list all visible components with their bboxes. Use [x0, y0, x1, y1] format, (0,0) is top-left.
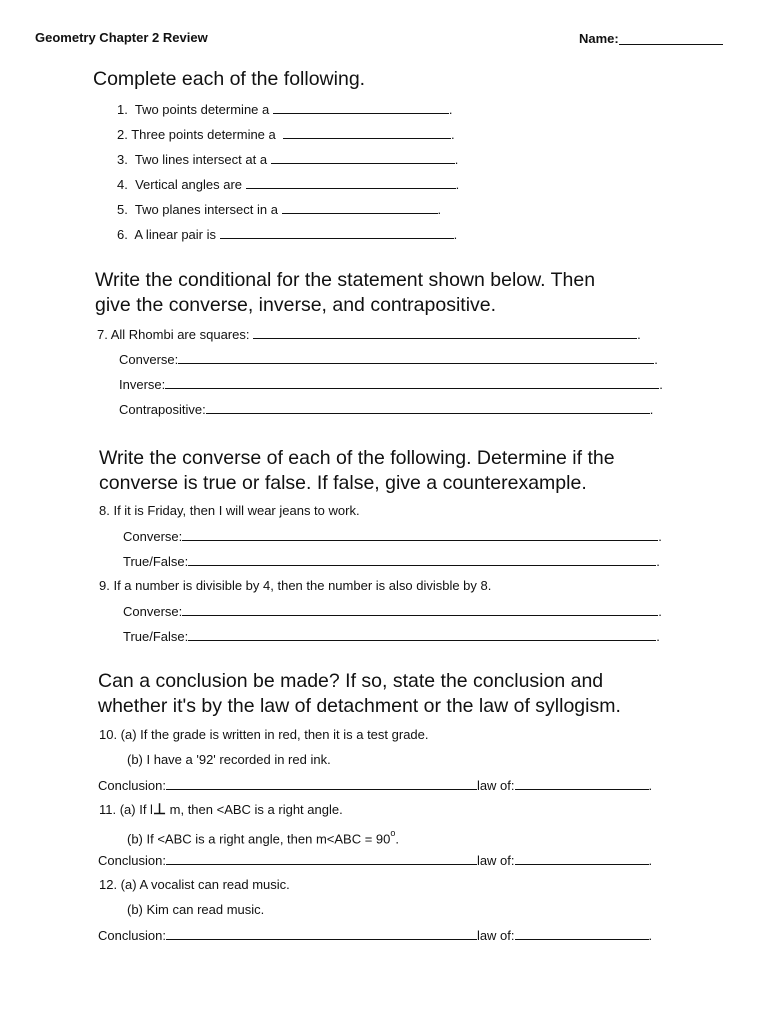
q7-text: 7. All Rhombi are squares: [97, 327, 250, 342]
name-label-text: Name: [579, 31, 619, 46]
q7-converse-row [119, 351, 658, 368]
q8-converse-period: . [658, 529, 662, 544]
q3-blank[interactable] [271, 151, 455, 164]
q9-truefalse-row [123, 628, 660, 645]
q11-period: . [648, 853, 653, 868]
degree-symbol: o [390, 828, 396, 838]
q8-converse-row [123, 528, 662, 545]
q11-conclusion-label: Conclusion: [98, 853, 166, 868]
q8-converse-label: Converse: [123, 529, 183, 544]
q4-blank[interactable] [246, 176, 456, 189]
q8-truefalse-label: True/False: [123, 554, 189, 569]
q11-conclusion-blank[interactable] [166, 852, 477, 865]
q4-number: 4. [117, 177, 128, 192]
q7-inverse-label: Inverse: [119, 377, 166, 392]
q12-conclusion-blank[interactable] [166, 927, 477, 940]
q11b-period: . [395, 831, 400, 847]
q7-contrapositive-label: Contrapositive: [119, 402, 206, 417]
question-5 [117, 201, 441, 218]
question-11b [127, 827, 399, 847]
q3-number: 3. [117, 152, 128, 167]
question-9: 9. If a number is divisible by 4, then the number is also divisble by 8. [99, 578, 492, 593]
q1-text: Two points determine a [134, 102, 270, 117]
q6-period: . [453, 227, 458, 242]
q2-number: 2. [117, 127, 128, 142]
q8-truefalse-row [123, 553, 660, 570]
q2-blank[interactable] [283, 126, 451, 139]
section3-heading-line2: converse is true or false. If false, give a counterexample. [99, 472, 587, 494]
q7-contrapositive-blank[interactable] [206, 401, 650, 414]
question-10b: (b) I have a '92' recorded in red ink. [127, 752, 331, 767]
q6-number: 6. [117, 227, 128, 242]
q2-period: . [451, 127, 455, 142]
q10-conclusion-label: Conclusion: [98, 778, 166, 793]
q10-law-blank[interactable] [515, 777, 649, 790]
q5-number: 5. [117, 202, 128, 217]
name-label [579, 30, 723, 46]
q5-text: Two planes intersect in a [134, 202, 278, 217]
q4-text: Vertical angles are [135, 177, 243, 192]
q9-converse-label: Converse: [123, 604, 183, 619]
section2-heading-line1: Write the conditional for the statement shown below. Then [95, 269, 596, 291]
question-4 [117, 176, 459, 193]
q8-converse-blank[interactable] [182, 528, 658, 541]
section1-heading: Complete each of the following. [93, 68, 366, 90]
q9-converse-row [123, 603, 662, 620]
q7-converse-period: . [654, 352, 658, 367]
q12-law-blank[interactable] [515, 927, 649, 940]
question-7 [97, 326, 641, 343]
q8-truefalse-blank[interactable] [188, 553, 656, 566]
q9-truefalse-label: True/False: [123, 629, 189, 644]
q7-inverse-blank[interactable] [165, 376, 659, 389]
question-12a: 12. (a) A vocalist can read music. [99, 877, 290, 892]
q8-truefalse-period: . [656, 554, 660, 569]
q7-converse-blank[interactable] [178, 351, 654, 364]
q11-conclusion-row [98, 852, 652, 869]
perpendicular-symbol: ⊥ [152, 801, 167, 818]
q9-truefalse-period: . [656, 629, 660, 644]
q9-converse-period: . [658, 604, 662, 619]
q11b-text: (b) If <ABC is a right angle, then m<ABC = 90 [127, 831, 391, 847]
q11a-text-end: m, then <ABC is a right angle. [166, 802, 343, 817]
q12-conclusion-label: Conclusion: [98, 928, 166, 943]
question-8: 8. If it is Friday, then I will wear jeans to work. [99, 503, 360, 518]
q11-law-blank[interactable] [515, 852, 649, 865]
q5-blank[interactable] [282, 201, 438, 214]
worksheet-title: Geometry Chapter 2 Review [35, 30, 208, 45]
q10-conclusion-blank[interactable] [166, 777, 477, 790]
question-1 [117, 101, 453, 118]
q10-law-label: law of: [476, 778, 515, 793]
q12-period: . [648, 928, 653, 943]
q7-blank[interactable] [253, 326, 637, 339]
q7-contrapositive-period: . [649, 402, 654, 417]
q7-converse-label: Converse: [119, 352, 179, 367]
q10-conclusion-row [98, 777, 652, 794]
q3-period: . [454, 152, 459, 167]
question-11a [99, 802, 343, 818]
q6-text: A linear pair is [134, 227, 217, 242]
q5-period: . [437, 202, 442, 217]
q1-period: . [448, 102, 453, 117]
question-3 [117, 151, 458, 168]
q2-text: Three points determine a [131, 127, 276, 142]
question-10a: 10. (a) If the grade is written in red, then it is a test grade. [99, 727, 429, 742]
question-6 [117, 226, 457, 243]
q4-period: . [455, 177, 460, 192]
section4-heading-line2: whether it's by the law of detachment or the law of syllogism. [98, 695, 621, 717]
question-12b: (b) Kim can read music. [127, 902, 265, 917]
q7-inverse-row [119, 376, 663, 393]
section2-heading-line2: give the converse, inverse, and contrapositive. [95, 294, 497, 316]
q9-converse-blank[interactable] [182, 603, 658, 616]
q3-text: Two lines intersect at a [134, 152, 268, 167]
q12-conclusion-row [98, 927, 652, 944]
name-blank[interactable] [619, 32, 723, 45]
section4-heading-line1: Can a conclusion be made? If so, state the conclusion and [98, 670, 604, 692]
q9-truefalse-blank[interactable] [188, 628, 656, 641]
q1-blank[interactable] [273, 101, 449, 114]
section3-heading-line1: Write the converse of each of the following. Determine if the [99, 447, 615, 469]
q11a-text-start: 11. (a) If l [99, 802, 153, 817]
q12-law-label: law of: [476, 928, 515, 943]
q6-blank[interactable] [220, 226, 454, 239]
q10-period: . [648, 778, 653, 793]
q7-period: . [637, 327, 641, 342]
q11-law-label: law of: [476, 853, 515, 868]
q7-inverse-period: . [659, 377, 663, 392]
question-2 [117, 126, 455, 143]
q1-number: 1. [117, 102, 128, 117]
q7-contrapositive-row [119, 401, 653, 418]
